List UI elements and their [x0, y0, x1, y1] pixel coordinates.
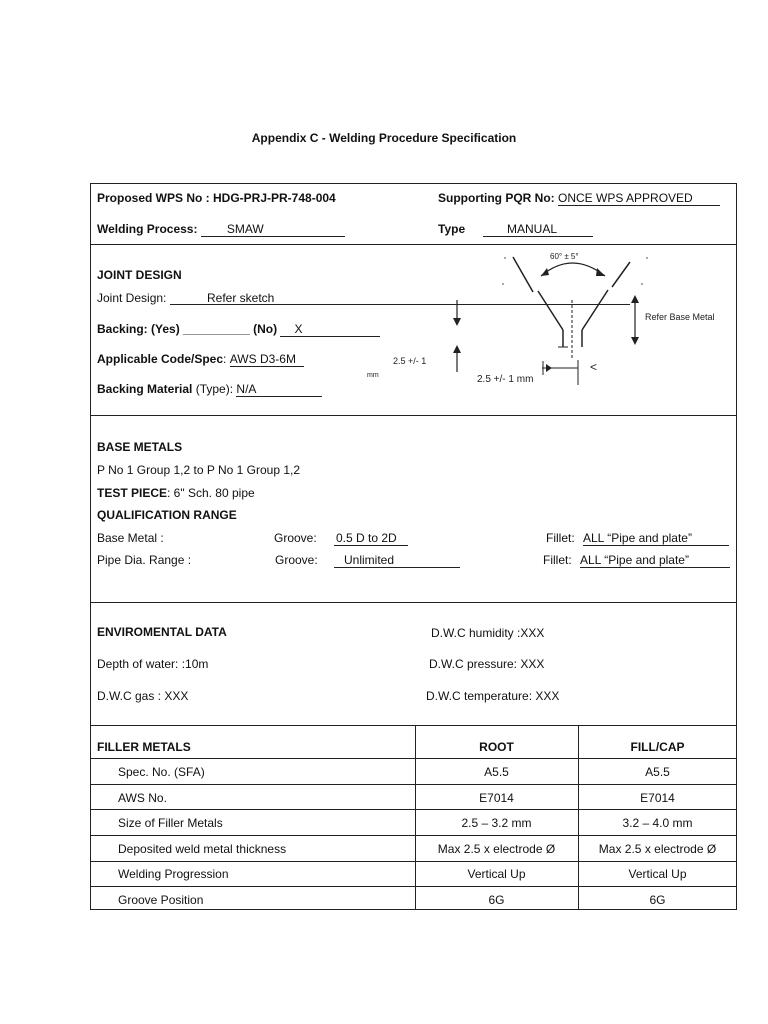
angle-label: 60° ± 5° — [550, 252, 579, 261]
page-title: Appendix C - Welding Procedure Specification — [251, 131, 517, 145]
applicable-code-colon: : — [223, 352, 227, 366]
backing-value: X — [280, 323, 380, 337]
applicable-code-label: Applicable Code/Spec — [97, 352, 224, 366]
groove-field — [334, 531, 408, 546]
temperature: D.W.C temperature: XXX — [426, 689, 560, 703]
table-cell-fill-cap: A5.5 — [645, 765, 670, 779]
fillet-field — [580, 553, 730, 568]
wps-number: Proposed WPS No : HDG-PRJ-PR-748-004 — [97, 191, 336, 205]
table-row-label: Size of Filler Metals — [118, 816, 223, 830]
groove-label: Groove: — [275, 553, 318, 567]
applicable-code-value: AWS D3-6M — [230, 353, 304, 367]
table-row-label: Groove Position — [118, 893, 204, 907]
pqr-label: Supporting PQR No: — [438, 191, 555, 205]
humidity: D.W.C humidity :XXX — [431, 626, 545, 640]
type-label: Type — [438, 222, 466, 236]
bevel-right — [582, 290, 608, 330]
arc-arrow-left — [541, 268, 549, 276]
bevel-left — [538, 291, 563, 330]
thickness-arrow-up — [631, 295, 639, 303]
table-cell-fill-cap: E7014 — [640, 791, 675, 805]
welding-process-value: SMAW — [201, 223, 345, 237]
backing-material-label: Backing Material — [97, 382, 193, 396]
table-cell-root: Max 2.5 x electrode Ø — [437, 842, 556, 856]
groove-label: Groove: — [274, 531, 317, 545]
p-number: P No 1 Group 1,2 to P No 1 Group 1,2 — [97, 463, 301, 477]
fillet-label: Fillet: — [543, 553, 572, 567]
table-row-label: Deposited weld metal thickness — [118, 842, 287, 856]
guide-dot — [646, 257, 648, 259]
fillet-label: Fillet: — [546, 531, 575, 545]
fillet-value: ALL “Pipe and plate” — [583, 532, 729, 546]
test-piece — [97, 486, 255, 500]
test-piece-value: : 6" Sch. 80 pipe — [167, 486, 255, 500]
arrow-glyph: < — [590, 360, 598, 374]
environmental-heading: ENVIROMENTAL DATA — [97, 625, 227, 639]
groove-value: Unlimited — [334, 554, 460, 568]
fillet-value: ALL “Pipe and plate” — [580, 554, 730, 568]
joint-design-value: Refer sketch — [207, 291, 275, 305]
joint-design-heading: JOINT DESIGN — [97, 268, 182, 282]
qualification-range-heading: QUALIFICATION RANGE — [97, 508, 237, 522]
depth-of-water: Depth of water: :10m — [97, 657, 209, 671]
table-row-label: Welding Progression — [118, 867, 229, 881]
base-metals-heading: BASE METALS — [97, 440, 183, 454]
root-gap-label: 2.5 +/- 1 mm — [477, 374, 534, 385]
root-face-arrowhead-top — [453, 318, 461, 326]
guide-dot — [502, 283, 504, 285]
type-value: MANUAL — [483, 223, 593, 237]
backing-material-type: (Type): — [195, 382, 234, 396]
table-row-label: Spec. No. (SFA) — [118, 765, 205, 779]
table-cell-root: 6G — [488, 893, 505, 907]
pipe-dia-label: Pipe Dia. Range : — [97, 553, 192, 567]
angle-arc — [541, 263, 605, 276]
table-cell-fill-cap: Vertical Up — [628, 867, 687, 881]
thickness-arrow-down — [631, 337, 639, 345]
root-face-unit: mm — [367, 372, 379, 379]
guide-dot — [641, 283, 643, 285]
pressure: D.W.C pressure: XXX — [429, 657, 545, 671]
arc-arrow-right — [596, 268, 605, 276]
joint-design-label: Joint Design: — [97, 291, 167, 305]
bevel-right-upper — [612, 262, 630, 287]
bevel-left-upper — [513, 257, 533, 292]
root-column-header: ROOT — [479, 740, 514, 754]
fillet-field — [583, 531, 729, 546]
table-cell-root: A5.5 — [484, 765, 509, 779]
base-metal-label: Base Metal : — [97, 531, 164, 545]
test-piece-label: TEST PIECE — [97, 486, 168, 500]
backing-label: Backing: (Yes) __________ (No) — [97, 322, 278, 336]
groove-field — [334, 553, 460, 568]
welding-process-label: Welding Process: — [97, 222, 198, 236]
groove-value: 0.5 D to 2D — [334, 532, 408, 546]
gap-arrowhead — [546, 364, 552, 372]
table-cell-fill-cap: 3.2 – 4.0 mm — [622, 816, 693, 830]
table-cell-root: 2.5 – 3.2 mm — [461, 816, 532, 830]
table-cell-fill-cap: Max 2.5 x electrode Ø — [598, 842, 717, 856]
root-face-label: 2.5 +/- 1 — [393, 356, 427, 366]
pqr-value: ONCE WPS APPROVED — [558, 192, 720, 206]
filler-metals-header: FILLER METALS — [97, 740, 191, 754]
root-face-arrowhead-bottom — [453, 345, 461, 353]
gas: D.W.C gas : XXX — [97, 689, 189, 703]
table-row-label: AWS No. — [118, 791, 167, 805]
refer-base-metal-label: Refer Base Metal — [645, 312, 715, 322]
backing-material-value: N/A — [236, 383, 322, 397]
table-cell-root: E7014 — [479, 791, 514, 805]
table-cell-root: Vertical Up — [467, 867, 526, 881]
guide-dot — [504, 257, 506, 259]
table-cell-fill-cap: 6G — [649, 893, 666, 907]
fill-cap-column-header: FILL/CAP — [630, 740, 685, 754]
